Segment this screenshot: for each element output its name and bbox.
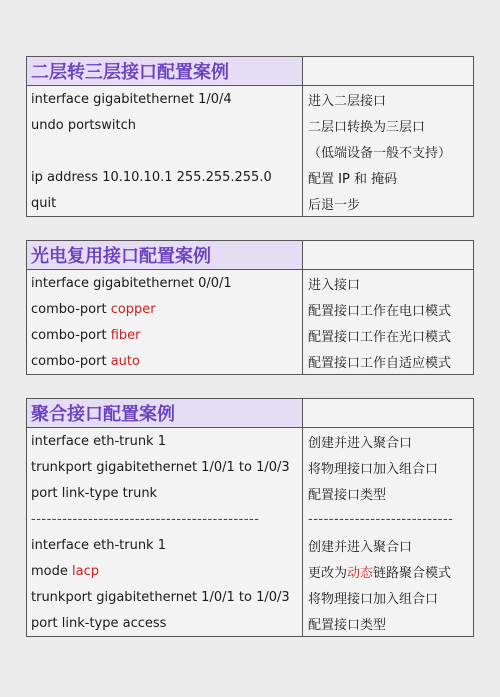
command-cell (27, 296, 303, 322)
description-cell: 进入接口 (308, 277, 361, 293)
command-cell (27, 322, 303, 348)
table-row (27, 296, 473, 322)
table-header-row (27, 399, 473, 428)
description-cell: 配置接口类型 (308, 617, 387, 633)
description-cell: 后退一步 (308, 197, 361, 213)
table-row (27, 138, 473, 164)
description-text: 更改为 (308, 565, 348, 581)
table-row (27, 480, 473, 506)
description-cell: 进入二层接口 (308, 93, 387, 109)
description-cell: 配置接口工作在电口模式 (308, 303, 452, 319)
description-cell: 配置接口工作自适应模式 (308, 355, 452, 371)
description-cell: 将物理接口加入组合口 (308, 461, 439, 477)
description-keyword: 动态 (347, 565, 374, 581)
command-cell (27, 138, 303, 164)
config-table-l2-to-l3 (26, 56, 474, 217)
command-cell: interface eth-trunk 1 (27, 532, 303, 558)
table-row (27, 558, 473, 584)
header-empty-cell (303, 241, 473, 269)
description-cell: （低端设备一般不支持） (308, 145, 452, 161)
table-row (27, 270, 473, 296)
config-table-eth-trunk (26, 398, 474, 637)
separator-row (27, 506, 473, 532)
table-row (27, 428, 473, 454)
section-title: 二层转三层接口配置案例 (27, 57, 303, 85)
section-title: 光电复用接口配置案例 (27, 241, 303, 269)
table-row (27, 454, 473, 480)
table-row (27, 86, 473, 112)
command-cell: trunkport gigabitethernet 1/0/1 to 1/0/3 (27, 454, 303, 480)
table-header-row (27, 57, 473, 86)
command-text: mode (31, 563, 72, 579)
description-cell: 创建并进入聚合口 (308, 435, 413, 451)
table-row (27, 610, 473, 636)
command-cell: port link-type access (27, 610, 303, 636)
table-header-row (27, 241, 473, 270)
separator-dashes: ---------------------------- (308, 511, 454, 527)
description-cell: 配置接口工作在光口模式 (308, 329, 452, 345)
description-cell: 配置接口类型 (308, 487, 387, 503)
command-cell: quit (27, 190, 303, 216)
config-table-combo-port (26, 240, 474, 375)
command-cell: trunkport gigabitethernet 1/0/1 to 1/0/3 (27, 584, 303, 610)
table-row (27, 190, 473, 216)
command-text: combo-port (31, 327, 111, 343)
command-text: combo-port (31, 301, 111, 317)
table-row (27, 348, 473, 374)
table-row (27, 112, 473, 138)
command-cell (27, 558, 303, 584)
header-empty-cell (303, 399, 473, 427)
command-cell: interface gigabitethernet 0/0/1 (27, 270, 303, 296)
description-cell (303, 558, 473, 584)
description-cell: 二层口转换为三层口 (308, 119, 426, 135)
description-cell: 配置 IP 和 掩码 (308, 171, 398, 187)
description-text: 链路聚合模式 (373, 565, 452, 581)
command-keyword: copper (110, 301, 156, 317)
description-cell: 将物理接口加入组合口 (308, 591, 439, 607)
table-row (27, 164, 473, 190)
header-empty-cell (303, 57, 473, 85)
separator-dashes: -------------------------------------------- (27, 506, 303, 532)
command-cell: interface gigabitethernet 1/0/4 (27, 86, 303, 112)
command-text: combo-port (31, 353, 111, 369)
command-cell: undo portswitch (27, 112, 303, 138)
command-keyword: auto (110, 353, 140, 369)
command-cell: interface eth-trunk 1 (27, 428, 303, 454)
command-cell: port link-type trunk (27, 480, 303, 506)
command-keyword: fiber (110, 327, 141, 343)
section-title: 聚合接口配置案例 (27, 399, 303, 427)
command-cell (27, 348, 303, 374)
table-row (27, 322, 473, 348)
command-keyword: lacp (72, 563, 99, 579)
table-row (27, 532, 473, 558)
table-row (27, 584, 473, 610)
description-cell: 创建并进入聚合口 (308, 539, 413, 555)
command-cell: ip address 10.10.10.1 255.255.255.0 (27, 164, 303, 190)
